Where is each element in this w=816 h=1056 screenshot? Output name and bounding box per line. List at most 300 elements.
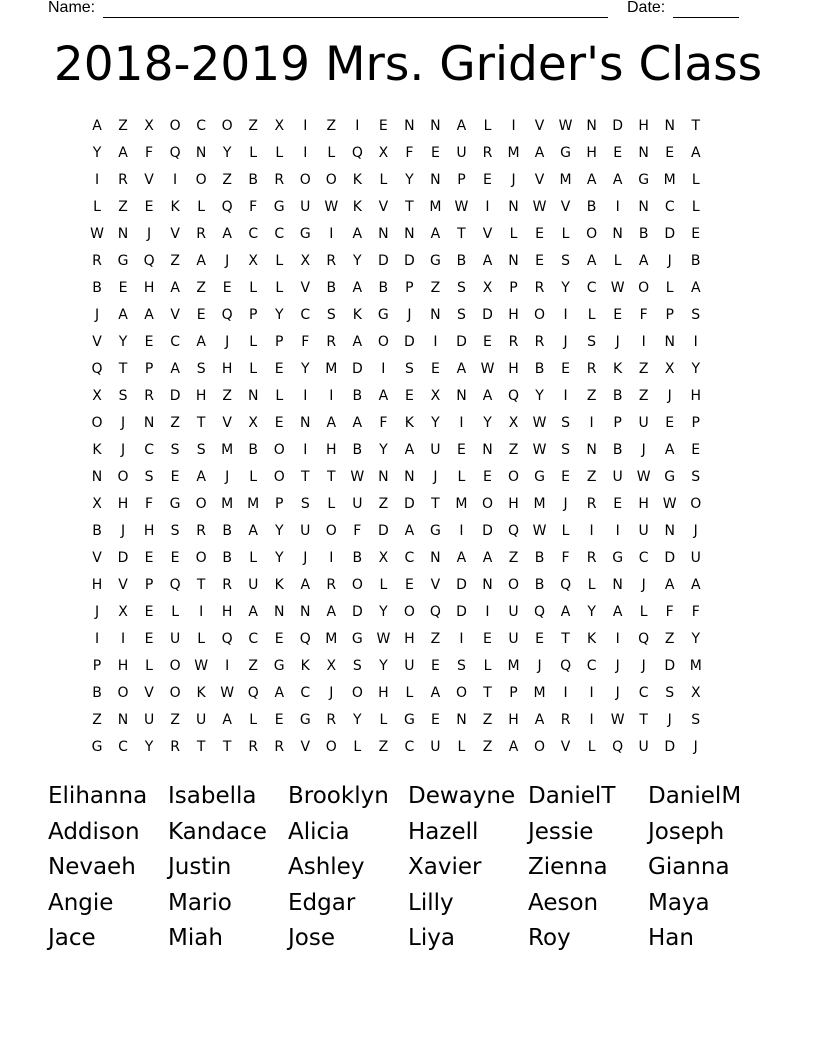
grid-row (84, 599, 736, 626)
grid-letter: V (222, 415, 232, 431)
word-list-item: Ashley (288, 854, 365, 880)
grid-letter: N (664, 118, 675, 134)
grid-letter: Z (92, 712, 102, 728)
grid-letter: U (404, 658, 415, 674)
grid-letter: U (248, 577, 259, 593)
grid-letter: P (275, 334, 284, 350)
grid-letter: U (300, 199, 311, 215)
grid-letter: V (300, 739, 311, 755)
grid-letter: I (329, 226, 334, 242)
grid-letter: Q (169, 145, 181, 161)
grid-letter: F (639, 307, 648, 323)
grid-letter: J (615, 658, 620, 674)
grid-row (84, 275, 736, 302)
grid-letter: I (173, 172, 178, 188)
grid-letter: Z (508, 550, 519, 566)
word-list-item: Joseph (648, 818, 725, 845)
grid-letter: C (196, 118, 207, 134)
word-list-item: Addison (48, 818, 140, 845)
grid-letter: H (586, 145, 597, 161)
grid-letter: J (94, 307, 100, 323)
grid-letter: A (482, 388, 493, 404)
grid-letter: Z (508, 442, 519, 458)
grid-letter: Y (379, 604, 388, 620)
grid-letter: X (378, 145, 389, 161)
grid-letter: A (482, 253, 493, 269)
grid-letter: E (665, 415, 675, 431)
grid-letter: Y (353, 253, 362, 269)
grid-letter: O (299, 172, 311, 188)
grid-letter: A (352, 334, 363, 350)
grid-letter: Y (118, 334, 128, 350)
grid-letter: A (352, 226, 363, 242)
grid-letter: A (482, 550, 493, 566)
grid-letter: L (379, 172, 388, 188)
grid-row (84, 734, 736, 761)
grid-letter: Q (221, 307, 233, 323)
grid-letter: L (691, 172, 700, 188)
grid-letter: M (507, 658, 520, 674)
grid-letter: E (170, 469, 180, 485)
grid-row (84, 626, 736, 653)
grid-letter: Q (247, 685, 259, 701)
grid-letter: N (117, 712, 129, 728)
grid-letter: J (225, 469, 230, 485)
grid-letter: N (456, 712, 467, 728)
grid-letter: A (144, 307, 154, 323)
grid-letter: N (378, 226, 389, 242)
grid-letter: I (615, 631, 620, 647)
grid-letter: N (664, 334, 675, 350)
grid-letter: E (404, 388, 414, 404)
grid-letter: R (326, 334, 337, 350)
grid-letter: L (275, 253, 284, 269)
word-list-item: Mario (168, 889, 232, 916)
grid-letter: J (225, 334, 230, 350)
grid-letter: J (120, 442, 126, 458)
grid-letter: Y (561, 280, 570, 296)
grid-letter: B (534, 550, 545, 566)
grid-letter: V (430, 577, 441, 593)
grid-letter: I (329, 388, 334, 404)
word-list-item: Jose (288, 925, 335, 951)
grid-letter: R (196, 226, 206, 242)
grid-letter: L (249, 469, 258, 485)
grid-letter: G (299, 712, 311, 728)
grid-letter: L (249, 712, 258, 728)
grid-letter: F (301, 334, 310, 350)
grid-letter: T (431, 496, 440, 512)
grid-letter: T (300, 469, 310, 485)
grid-letter: S (170, 523, 180, 539)
grid-letter: O (221, 118, 233, 134)
grid-letter: I (303, 442, 308, 458)
grid-letter: R (482, 145, 493, 161)
grid-letter: T (196, 415, 206, 431)
grid-letter: G (351, 631, 363, 647)
grid-letter: H (195, 388, 207, 404)
grid-letter: P (457, 172, 466, 188)
grid-letter: I (485, 604, 490, 620)
grid-letter: Z (248, 658, 258, 674)
grid-letter: M (507, 145, 520, 161)
grid-letter: I (563, 685, 568, 701)
grid-letter: K (352, 199, 362, 215)
grid-letter: A (690, 145, 701, 161)
grid-letter: A (612, 172, 623, 188)
grid-letter: A (456, 550, 467, 566)
grid-letter: X (144, 118, 154, 134)
grid-letter: C (638, 550, 649, 566)
grid-letter: S (691, 307, 701, 323)
grid-letter: N (378, 469, 389, 485)
grid-letter: S (326, 307, 336, 323)
grid-letter: Y (92, 145, 102, 161)
grid-letter: R (586, 361, 597, 377)
grid-letter: N (404, 118, 415, 134)
grid-letter: N (456, 388, 467, 404)
date-blank-line[interactable] (673, 17, 739, 18)
grid-letter: M (429, 199, 442, 215)
grid-letter: R (508, 334, 519, 350)
grid-letter: I (199, 604, 204, 620)
grid-letter: R (248, 739, 259, 755)
grid-letter: N (143, 415, 155, 431)
grid-letter: X (92, 388, 102, 404)
grid-letter: J (667, 712, 672, 728)
grid-letter: D (456, 334, 467, 350)
grid-letter: X (482, 280, 493, 296)
grid-letter: J (225, 253, 230, 269)
grid-letter: Z (482, 739, 493, 755)
grid-letter: S (665, 685, 675, 701)
grid-letter: I (641, 334, 646, 350)
grid-letter: E (430, 145, 440, 161)
word-list-row (48, 887, 768, 923)
grid-letter: U (352, 496, 363, 512)
grid-letter: J (615, 334, 620, 350)
grid-letter: O (117, 469, 129, 485)
grid-letter: K (587, 631, 597, 647)
grid-letter: N (430, 307, 441, 323)
grid-letter: P (405, 280, 414, 296)
grid-row (84, 410, 736, 437)
grid-letter: S (457, 280, 466, 296)
word-list-item: Edgar (288, 889, 356, 916)
grid-letter: P (509, 280, 518, 296)
grid-letter: Y (379, 658, 388, 674)
grid-letter: O (481, 496, 493, 512)
grid-letter: T (196, 577, 206, 593)
grid-letter: L (587, 739, 596, 755)
grid-letter: R (326, 712, 337, 728)
grid-letter: R (170, 739, 180, 755)
grid-letter: Z (378, 496, 389, 512)
grid-letter: M (221, 442, 234, 458)
grid-letter: P (248, 307, 258, 323)
grid-letter: L (379, 577, 388, 593)
grid-letter: G (273, 658, 285, 674)
grid-letter: E (170, 550, 180, 566)
grid-letter: E (144, 199, 154, 215)
grid-letter: S (404, 361, 414, 377)
grid-letter: D (482, 307, 493, 323)
grid-letter: A (248, 523, 258, 539)
grid-letter: I (511, 118, 516, 134)
grid-letter: S (196, 442, 206, 458)
grid-letter: O (638, 280, 650, 296)
grid-letter: C (144, 442, 154, 458)
grid-letter: L (197, 199, 206, 215)
grid-letter: Y (274, 550, 284, 566)
grid-letter: N (91, 469, 103, 485)
grid-letter: E (274, 415, 284, 431)
grid-letter: Z (118, 199, 128, 215)
name-blank-line[interactable] (103, 17, 608, 18)
grid-letter: B (92, 280, 102, 296)
grid-letter: B (248, 172, 258, 188)
grid-letter: U (456, 145, 467, 161)
word-list-item: Elihanna (48, 783, 148, 809)
grid-letter: W (610, 712, 625, 728)
grid-letter: I (485, 199, 490, 215)
grid-letter: H (638, 118, 649, 134)
grid-row (84, 707, 736, 734)
grid-letter: D (664, 550, 676, 566)
grid-letter: Y (691, 361, 701, 377)
grid-letter: J (693, 739, 698, 755)
grid-letter: W (376, 631, 391, 647)
grid-letter: S (691, 469, 701, 485)
grid-letter: E (535, 226, 544, 242)
grid-letter: J (641, 577, 646, 593)
grid-letter: A (664, 442, 675, 458)
grid-letter: E (613, 496, 623, 512)
grid-letter: I (381, 361, 386, 377)
grid-letter: N (247, 388, 259, 404)
grid-letter: V (170, 307, 180, 323)
grid-letter: K (300, 658, 310, 674)
grid-letter: Q (91, 361, 103, 377)
grid-letter: N (404, 226, 415, 242)
grid-letter: P (613, 415, 622, 431)
grid-letter: I (615, 523, 620, 539)
grid-letter: E (665, 145, 675, 161)
grid-letter: T (691, 118, 701, 134)
grid-letter: L (327, 496, 336, 512)
grid-letter: E (561, 361, 570, 377)
grid-letter: A (300, 577, 311, 593)
grid-letter: Y (353, 712, 362, 728)
grid-letter: X (92, 496, 102, 512)
word-list-row (48, 816, 768, 852)
grid-letter: B (222, 523, 232, 539)
grid-letter: E (613, 145, 623, 161)
grid-row (84, 383, 736, 410)
grid-letter: W (532, 415, 547, 431)
date-label: Date: (627, 0, 666, 16)
word-list-item: Brooklyn (288, 783, 389, 809)
word-search-grid (84, 113, 736, 761)
grid-letter: A (378, 388, 389, 404)
grid-letter: V (144, 685, 154, 701)
grid-letter: I (563, 307, 568, 323)
grid-letter: E (144, 631, 154, 647)
grid-letter: H (91, 577, 103, 593)
grid-letter: H (508, 496, 519, 512)
grid-letter: A (690, 577, 701, 593)
grid-letter: V (534, 172, 545, 188)
grid-letter: Z (196, 280, 206, 296)
grid-letter: W (90, 226, 104, 242)
grid-letter: J (641, 658, 646, 674)
grid-letter: O (455, 685, 467, 701)
grid-letter: H (404, 631, 415, 647)
grid-letter: J (433, 469, 438, 485)
grid-letter: O (325, 523, 337, 539)
word-list-item: Liya (408, 925, 455, 951)
grid-letter: J (329, 685, 334, 701)
grid-letter: A (222, 226, 232, 242)
grid-letter: Q (638, 631, 650, 647)
grid-letter: N (482, 442, 493, 458)
grid-letter: Y (274, 523, 284, 539)
grid-letter: L (93, 199, 101, 215)
grid-letter: A (352, 280, 363, 296)
grid-letter: C (586, 280, 597, 296)
grid-letter: V (300, 280, 311, 296)
grid-letter: K (404, 415, 414, 431)
grid-row (84, 167, 736, 194)
grid-letter: T (561, 631, 570, 647)
grid-letter: W (610, 280, 625, 296)
grid-letter: M (663, 172, 676, 188)
grid-letter: S (561, 415, 571, 431)
grid-letter: Y (300, 361, 310, 377)
grid-letter: B (352, 388, 363, 404)
grid-letter: N (586, 118, 597, 134)
grid-letter: U (508, 604, 519, 620)
grid-letter: D (351, 361, 363, 377)
grid-letter: X (300, 253, 311, 269)
grid-letter: Z (664, 631, 675, 647)
grid-letter: N (612, 577, 623, 593)
grid-letter: E (430, 361, 440, 377)
grid-letter: U (143, 712, 155, 728)
word-list-item: Xavier (408, 854, 482, 880)
word-list-row (48, 780, 768, 816)
grid-letter: A (456, 118, 467, 134)
grid-letter: A (222, 712, 232, 728)
grid-letter: F (249, 199, 258, 215)
word-list-item: Isabella (168, 783, 257, 809)
grid-letter: A (326, 415, 337, 431)
grid-letter: X (274, 118, 285, 134)
grid-letter: E (483, 172, 492, 188)
grid-letter: I (459, 631, 464, 647)
grid-letter: Y (691, 631, 701, 647)
grid-letter: E (274, 712, 284, 728)
grid-letter: E (118, 280, 128, 296)
grid-letter: A (326, 604, 337, 620)
grid-letter: T (457, 226, 466, 242)
grid-letter: L (457, 739, 466, 755)
grid-letter: A (248, 604, 258, 620)
grid-letter: J (94, 604, 100, 620)
grid-row (84, 329, 736, 356)
grid-letter: I (563, 388, 568, 404)
grid-letter: D (404, 334, 415, 350)
grid-row (84, 518, 736, 545)
grid-row (84, 302, 736, 329)
grid-letter: V (560, 739, 571, 755)
grid-letter: G (429, 253, 441, 269)
grid-letter: J (667, 388, 672, 404)
grid-letter: G (429, 523, 441, 539)
grid-letter: L (197, 631, 206, 647)
grid-letter: Y (379, 442, 388, 458)
grid-letter: L (379, 712, 388, 728)
grid-letter: G (403, 712, 415, 728)
grid-letter: R (586, 550, 597, 566)
grid-letter: O (534, 739, 546, 755)
grid-letter: F (379, 415, 388, 431)
grid-letter: A (352, 415, 363, 431)
grid-letter: H (508, 712, 519, 728)
grid-letter: L (275, 388, 284, 404)
grid-letter: L (457, 469, 466, 485)
grid-letter: N (300, 604, 311, 620)
grid-letter: Q (612, 739, 624, 755)
grid-letter: X (508, 415, 519, 431)
grid-letter: L (405, 685, 414, 701)
grid-letter: L (483, 658, 492, 674)
grid-letter: D (377, 523, 389, 539)
grid-letter: O (91, 415, 103, 431)
grid-letter: R (222, 577, 233, 593)
grid-letter: S (118, 388, 128, 404)
grid-letter: D (664, 226, 676, 242)
grid-letter: W (350, 469, 365, 485)
grid-letter: V (144, 172, 154, 188)
grid-letter: E (144, 550, 154, 566)
grid-row (84, 464, 736, 491)
grid-letter: B (586, 199, 597, 215)
grid-letter: S (457, 307, 466, 323)
grid-letter: G (534, 469, 545, 485)
grid-letter: V (170, 226, 180, 242)
grid-letter: R (534, 334, 545, 350)
grid-letter: B (326, 280, 337, 296)
grid-letter: V (378, 199, 389, 215)
grid-letter: W (532, 442, 547, 458)
grid-row (84, 356, 736, 383)
grid-row (84, 545, 736, 572)
grid-letter: W (194, 658, 209, 674)
grid-letter: E (274, 361, 284, 377)
grid-letter: Q (221, 631, 233, 647)
grid-letter: N (117, 226, 129, 242)
grid-letter: H (508, 307, 519, 323)
grid-letter: V (534, 118, 545, 134)
grid-letter: K (170, 199, 180, 215)
grid-letter: R (534, 280, 545, 296)
grid-letter: X (430, 388, 441, 404)
grid-letter: W (324, 199, 339, 215)
grid-row (84, 140, 736, 167)
grid-letter: S (144, 469, 154, 485)
grid-letter: E (196, 307, 206, 323)
